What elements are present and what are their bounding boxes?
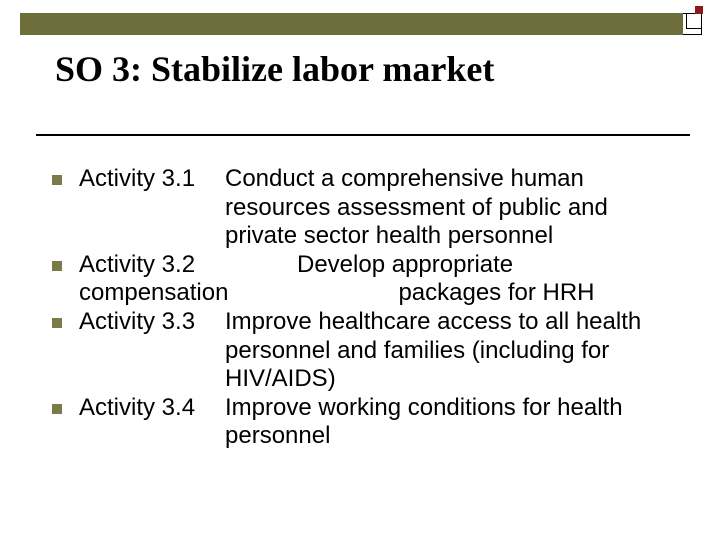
square-bullet-icon xyxy=(52,318,62,328)
activity-number: Activity 3.1 xyxy=(79,165,196,192)
list-item xyxy=(52,251,717,308)
title-divider xyxy=(36,134,690,136)
activity-text-line: Improve working conditions for health xyxy=(225,393,623,421)
activity-number: Activity 3.4 xyxy=(79,393,196,421)
activity-text-line: private sector health personnel xyxy=(225,222,554,250)
activity-text-line: packages for HRH xyxy=(398,279,595,307)
activity-text-line: personnel xyxy=(225,422,331,450)
list-item xyxy=(52,165,717,251)
activity-number: Activity 3.2 xyxy=(79,250,196,278)
corner-accent-decoration xyxy=(695,6,703,14)
slide-title: SO 3: Stabilize labor market xyxy=(55,49,495,89)
activity-text-line: compensation xyxy=(79,279,229,307)
list-item xyxy=(52,394,717,451)
activity-text-line: Conduct a comprehensive human xyxy=(225,165,584,192)
activity-text-line: HIV/AIDS) xyxy=(225,365,336,393)
activity-text-line: Improve healthcare access to all health xyxy=(225,307,642,335)
square-bullet-icon xyxy=(52,261,62,271)
activity-text-line: resources assessment of public and xyxy=(225,193,608,221)
activity-text-line: personnel and families (including for xyxy=(225,336,610,364)
corner-square-decoration xyxy=(686,13,702,29)
list-item xyxy=(52,308,717,394)
title-bar-decoration xyxy=(20,13,683,35)
square-bullet-icon xyxy=(52,404,62,414)
activity-number: Activity 3.3 xyxy=(79,307,196,335)
bullet-list xyxy=(52,165,717,451)
activity-text-line: Develop appropriate xyxy=(297,250,514,278)
square-bullet-icon xyxy=(52,175,62,185)
